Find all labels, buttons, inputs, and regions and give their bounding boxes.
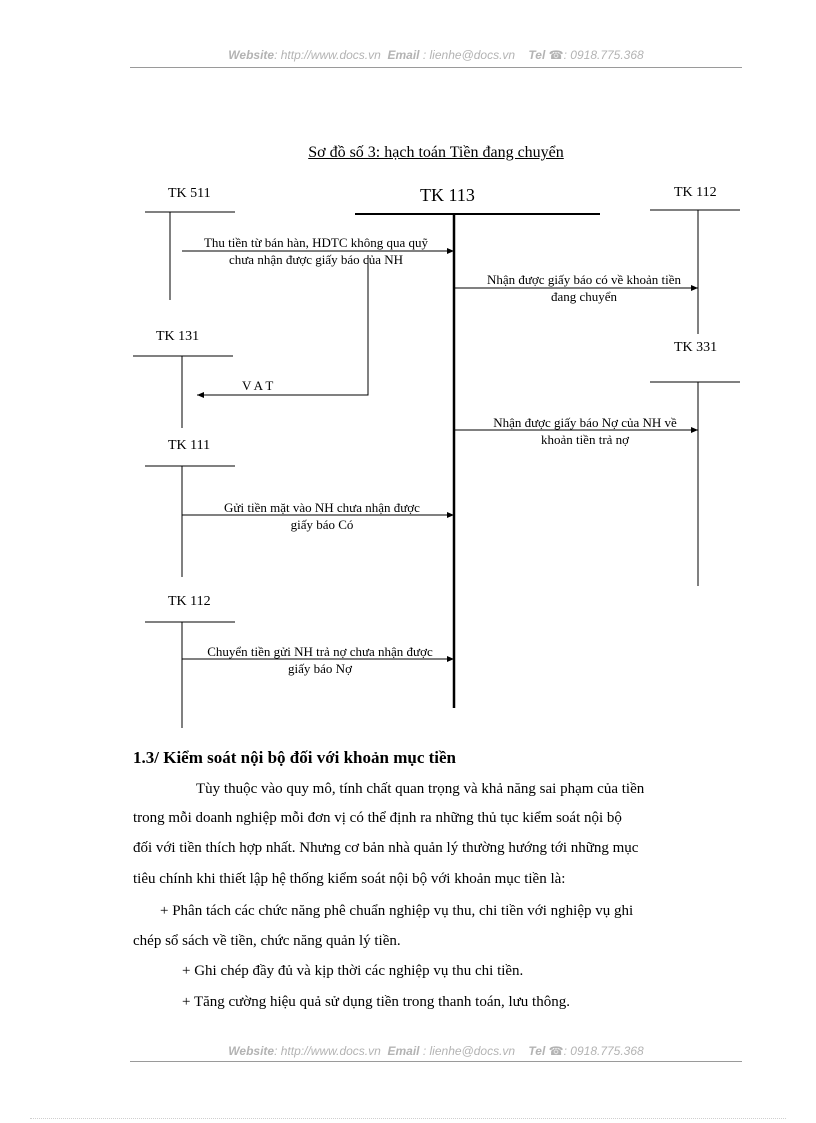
paragraph-line-3: đối với tiền thích hợp nhất. Nhưng cơ bản nhà quản lý thường hướng tới những mục [133, 840, 639, 856]
label-tk112-left: TK 112 [168, 594, 211, 609]
email-value: : lienhe@docs.vn [422, 48, 516, 62]
note-chuyen-tien: Chuyển tiền gửi NH trả nợ chưa nhận được giấy báo Nợ [207, 644, 433, 676]
section-heading: 1.3/ Kiểm soát nội bộ đối với khoản mục tiền [133, 748, 457, 767]
bullet-line-1: + Phân tách các chức năng phê chuẩn nghiệp vụ thu, chi tiền với nghiệp vụ ghi [160, 903, 634, 919]
email-label: Email [387, 1044, 420, 1058]
note-gui-tien-mat: Gửi tiền mặt vào NH chưa nhận được giấy báo Có [224, 500, 420, 532]
t-account-331 [650, 382, 740, 586]
bullet-line-3: + Tăng cường hiệu quả sử dụng tiền trong thanh toán, lưu thông. [182, 994, 570, 1010]
note-vat: V A T [242, 378, 274, 393]
paragraph-line-2: trong mỗi doanh nghiệp mỗi đơn vị có thể định ra những thủ tục kiểm soát nội bộ [133, 810, 622, 826]
label-tk112-right: TK 112 [674, 185, 717, 200]
diagram-title: Sơ đồ số 3: hạch toán Tiền đang chuyển [308, 144, 564, 161]
bullet-line-2: + Ghi chép đầy đủ và kịp thời các nghiệp vụ thu chi tiền. [182, 963, 524, 979]
website-value: : http://www.docs.vn [274, 48, 381, 62]
website-label: Website [228, 48, 275, 62]
website-value: : http://www.docs.vn [274, 1044, 381, 1058]
phone-icon: ☎ [548, 1044, 564, 1058]
footer-divider [130, 1061, 742, 1062]
label-tk331: TK 331 [674, 340, 718, 355]
paragraph-line-4: tiêu chính khi thiết lập hệ thống kiểm soát nội bộ với khoản mục tiền là: [133, 871, 566, 887]
note-nhan-giay-bao-no: Nhận được giấy báo Nợ của NH về khoản tiền trả nợ [493, 415, 677, 447]
tel-label: Tel [528, 1044, 546, 1058]
label-tk131: TK 131 [156, 329, 200, 344]
tel-label: Tel [528, 48, 546, 62]
website-label: Website [228, 1044, 275, 1058]
t-account-131 [133, 356, 233, 428]
arrow-vat-to-131 [197, 255, 368, 395]
email-value: : lienhe@docs.vn [422, 1044, 516, 1058]
email-label: Email [387, 48, 420, 62]
paragraph-line-1: Tùy thuộc vào quy mô, tính chất quan trọng và khả năng sai phạm của tiền [196, 781, 645, 797]
label-tk111: TK 111 [168, 438, 211, 453]
phone-icon: ☎ [548, 48, 564, 62]
note-thu-tien: Thu tiền từ bán hàn, HDTC không qua quỹ chưa nhận được giấy báo của NH [203, 235, 429, 267]
label-tk511: TK 511 [168, 186, 211, 201]
bullet-line-1-cont: chép sổ sách về tiền, chức năng quản lý tiền. [133, 933, 401, 949]
tel-value: : 0918.775.368 [563, 48, 644, 62]
page-bottom-border [30, 1118, 786, 1119]
note-nhan-giay-bao-co: Nhận được giấy báo có về khoản tiền đang chuyển [486, 272, 682, 304]
label-tk113: TK 113 [420, 185, 475, 205]
tel-value: : 0918.775.368 [563, 1044, 644, 1058]
page-footer [130, 1044, 742, 1058]
